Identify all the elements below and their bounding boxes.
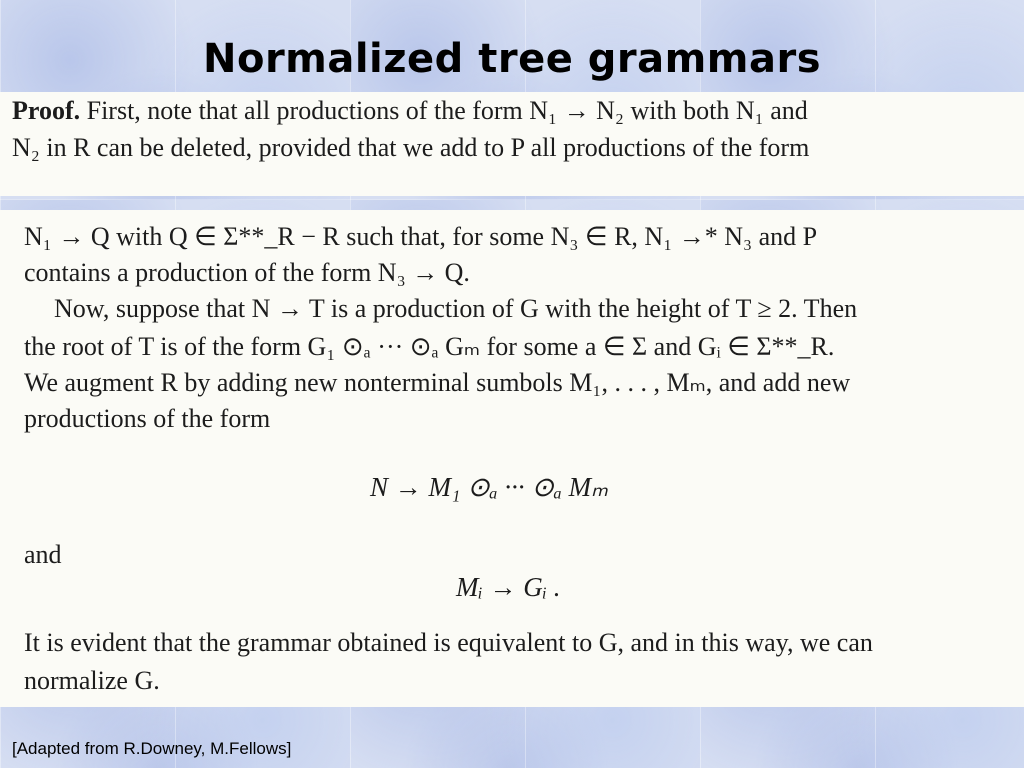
text-line — [12, 96, 808, 126]
text-line: normalize G. — [24, 666, 160, 695]
text-line: and — [24, 540, 62, 569]
text-line: contains a production of the form N₃ → Q. — [24, 258, 470, 287]
source-caption: [Adapted from R.Downey, M.Fellows] — [12, 739, 292, 758]
proof-label: Proof. — [12, 96, 81, 125]
text-line: N₂ in R can be deleted, provided that we add to P all productions of the form — [12, 133, 810, 162]
slide-title: Normalized tree grammars — [202, 36, 821, 82]
scanned-text-main — [0, 210, 1024, 707]
text-line: productions of the form — [24, 404, 271, 433]
text-line-rest: First, note that all productions of the form N₁ → N₂ with both N₁ and — [86, 96, 808, 125]
equation: N → M₁ ⊙ₐ ··· ⊙ₐ Mₘ — [370, 472, 608, 502]
scanned-text-top — [0, 92, 1024, 196]
equation: Mᵢ → Gᵢ . — [456, 572, 561, 602]
text-line: It is evident that the grammar obtained is equivalent to G, and in this way, we can — [24, 628, 873, 657]
text-line: We augment R by adding new nonterminal sumbols M₁, . . . , Mₘ, and add new — [24, 368, 851, 397]
text-line: the root of T is of the form G₁ ⊙ₐ ··· ⊙ₐ Gₘ for some a ∈ Σ and Gᵢ ∈ Σ**_R. — [24, 332, 835, 361]
text-line: N₁ → Q with Q ∈ Σ**_R − R such that, for some N₃ ∈ R, N₁ →* N₃ and P — [24, 222, 818, 251]
text-line: Now, suppose that N → T is a production of G with the height of T ≥ 2. Then — [54, 294, 858, 323]
